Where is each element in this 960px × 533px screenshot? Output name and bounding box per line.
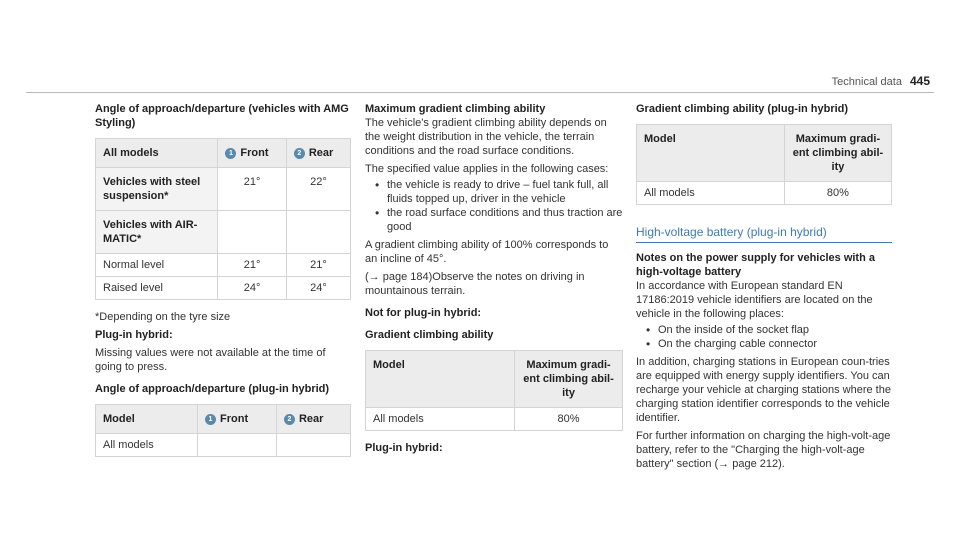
- column-left: [95, 102, 351, 457]
- angle-amg-heading: Angle of approach/departure (vehicles with AMG Styling): [95, 103, 349, 129]
- column-middle: [365, 102, 623, 455]
- col-header-models: All models: [96, 139, 218, 168]
- charging-reference: For further information on charging the high-volt-age battery, refer to the "Charging the high-volt-age battery" section (→ page 212).: [636, 430, 891, 470]
- plugin-heading: Plug-in hybrid:: [95, 329, 173, 341]
- table-row: Normal level 21° 21°: [96, 254, 351, 277]
- list-item: • the vehicle is ready to drive – fuel tank full, all fluids topped up, driver in the vehicle: [377, 178, 623, 206]
- col-header-model: Model: [637, 125, 785, 182]
- col-header-rear: 2 Rear: [276, 405, 350, 434]
- table-row: All models 80%: [637, 182, 892, 205]
- angle-amg-table: [95, 138, 351, 300]
- hv-battery-rule: [636, 242, 892, 243]
- not-plugin-heading: Not for plug-in hybrid:: [365, 307, 482, 319]
- col-header-model: Model: [96, 405, 198, 434]
- table-row: Vehicles with AIR-MATIC*: [96, 211, 351, 254]
- gradient-plugin-table: [636, 124, 892, 205]
- col-header-rear: 2 Rear: [286, 139, 350, 168]
- number-1-icon: 1: [225, 148, 236, 159]
- gradient-incline-text: A gradient climbing ability of 100% corresponds to an incline of 45°.: [365, 239, 609, 265]
- page-header: [832, 74, 930, 89]
- charging-stations-text: In addition, charging stations in European coun-tries are equipped with energy supply identifiers. You can recharge your vehicle at charging stations where the charging station identifier corresponds to the vehicle identifier.: [636, 356, 891, 424]
- number-2-icon: 2: [284, 414, 295, 425]
- number-2-icon: 2: [294, 148, 305, 159]
- list-item: • the road surface conditions and thus traction are good: [377, 206, 623, 234]
- footnote: *Depending on the tyre size: [95, 311, 231, 323]
- gradient-intro: The vehicle's gradient climbing ability depends on the weight distribution in the vehicle, the terrain conditions and the road surface conditions.: [365, 117, 607, 157]
- hv-battery-section-header: [636, 225, 892, 243]
- col-header-front: 1 Front: [218, 139, 286, 168]
- col-header-max-gradient: Maximum gradi-ent climbing abil-ity: [515, 351, 623, 408]
- angle-plugin-table: [95, 404, 351, 457]
- list-item: • On the inside of the socket flap: [648, 323, 892, 337]
- column-right: [636, 102, 892, 471]
- power-supply-heading: Notes on the power supply for vehicles with a high-voltage battery: [636, 252, 875, 278]
- gradient-plugin-heading: Gradient climbing ability (plug-in hybrid): [636, 103, 849, 115]
- table-row: Raised level 24° 24°: [96, 277, 351, 300]
- gradient-heading: Maximum gradient climbing ability: [365, 103, 546, 115]
- number-1-icon: 1: [205, 414, 216, 425]
- list-item: • On the charging cable connector: [648, 337, 892, 351]
- col-header-model: Model: [366, 351, 515, 408]
- col-header-front: 1 Front: [198, 405, 277, 434]
- identifier-locations-list: [636, 323, 892, 351]
- section-title: Technical data: [831, 76, 902, 88]
- col-header-max-gradient: Maximum gradi-ent climbing abil-ity: [784, 125, 891, 182]
- table-row: All models: [96, 434, 351, 457]
- gradient-ability-heading: Gradient climbing ability: [365, 329, 494, 341]
- table-row: Vehicles with steel suspension* 21° 22°: [96, 168, 351, 211]
- gradient-cases-list: [365, 178, 623, 234]
- plugin-heading-2: Plug-in hybrid:: [365, 442, 443, 454]
- table-row: All models 80%: [366, 408, 623, 431]
- header-rule: [26, 92, 934, 93]
- mountain-reference: (→ page 184)Observe the notes on driving in mountainous terrain.: [365, 271, 585, 297]
- page-number: 445: [909, 74, 930, 88]
- gradient-cases-intro: The specified value applies in the following cases:: [365, 163, 609, 175]
- hv-battery-title: High-voltage battery (plug-in hybrid): [636, 225, 827, 239]
- plugin-text: Missing values were not available at the time of going to press.: [95, 347, 326, 373]
- angle-plugin-heading: Angle of approach/departure (plug-in hybrid): [95, 383, 330, 395]
- identifier-intro: In accordance with European standard EN 17186:2019 vehicle identifiers are located on the vehicle in the following places:: [636, 280, 873, 320]
- gradient-table: [365, 350, 623, 431]
